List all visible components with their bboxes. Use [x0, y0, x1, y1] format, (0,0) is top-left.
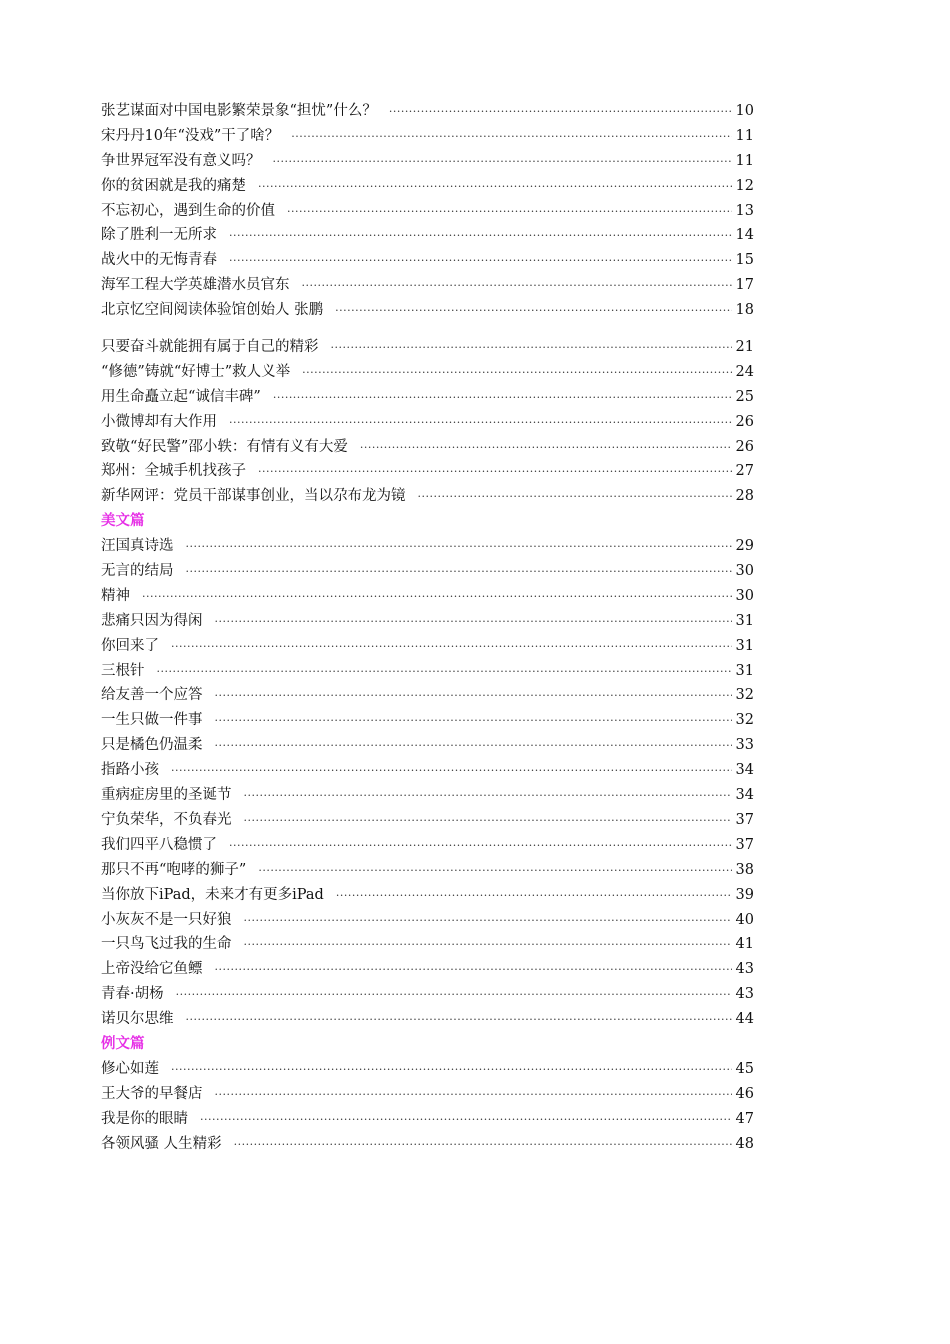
dot-leader — [171, 635, 732, 660]
toc-entry[interactable] — [101, 833, 754, 858]
toc-entry-page: 31 — [735, 612, 754, 629]
dot-leader — [215, 958, 732, 983]
dot-leader — [360, 436, 732, 461]
toc-entry-title: 你回来了 — [101, 637, 159, 654]
toc-entry-title: 汪国真诗选 — [101, 538, 174, 555]
toc-entry[interactable] — [101, 1132, 754, 1157]
toc-entry-page: 32 — [735, 712, 754, 729]
toc-entry-title: 一生只做一件事 — [101, 712, 203, 729]
dot-leader — [258, 175, 732, 200]
toc-entry-page: 31 — [735, 662, 754, 679]
dot-leader — [215, 734, 732, 759]
dot-leader — [215, 709, 732, 734]
dot-leader — [234, 1133, 732, 1158]
dot-leader — [200, 1108, 732, 1133]
toc-entry-title: 除了胜利一无所求 — [101, 227, 217, 244]
toc-entry[interactable] — [101, 1107, 754, 1132]
toc-entry-title: 争世界冠军没有意义吗？ — [101, 152, 261, 169]
toc-entry-title: 宋丹丹10年“没戏”干了啥？ — [101, 127, 280, 144]
toc-entry-page: 43 — [735, 986, 754, 1003]
toc-entry[interactable] — [101, 410, 754, 435]
toc-entry-page: 40 — [735, 911, 754, 928]
toc-entry[interactable] — [101, 385, 754, 410]
toc-entry-title: 青春·胡杨 — [101, 986, 164, 1003]
toc-entry-title: 新华网评：党员干部谋事创业，当以尕布龙为镜 — [101, 488, 406, 505]
toc-entry[interactable] — [101, 858, 754, 883]
toc-entry[interactable] — [101, 298, 754, 323]
dot-leader — [176, 983, 732, 1008]
toc-entry-page: 28 — [735, 488, 754, 505]
dot-leader — [291, 125, 731, 150]
dot-leader — [186, 535, 732, 560]
toc-entry-title: 王大爷的早餐店 — [101, 1085, 203, 1102]
toc-entry-page: 11 — [735, 152, 754, 169]
toc-entry-page: 37 — [735, 811, 754, 828]
toc-entry-page: 46 — [735, 1085, 754, 1102]
toc-entry-page: 38 — [735, 861, 754, 878]
toc-entry[interactable] — [101, 957, 754, 982]
dot-leader — [258, 460, 732, 485]
toc-entry-title: 宁负荣华，不负春光 — [101, 811, 232, 828]
toc-entry-page: 18 — [735, 302, 754, 319]
toc-entry[interactable] — [101, 708, 754, 733]
toc-entry-page: 31 — [735, 637, 754, 654]
toc-entry-page: 41 — [735, 936, 754, 953]
toc-entry-page: 30 — [735, 563, 754, 580]
table-of-contents — [101, 99, 754, 1156]
toc-entry-page: 25 — [735, 388, 754, 405]
toc-entry[interactable] — [101, 808, 754, 833]
dot-leader — [229, 411, 732, 436]
toc-entry[interactable] — [101, 484, 754, 509]
toc-entry-page: 47 — [735, 1110, 754, 1127]
toc-entry-page: 24 — [735, 363, 754, 380]
toc-entry-page: 34 — [735, 762, 754, 779]
toc-entry[interactable] — [101, 1057, 754, 1082]
toc-entry[interactable] — [101, 99, 754, 124]
toc-entry-title: 三根针 — [101, 662, 145, 679]
toc-entry-title: 小灰灰不是一只好狼 — [101, 911, 232, 928]
toc-entry-page: 29 — [735, 538, 754, 555]
toc-entry[interactable] — [101, 982, 754, 1007]
toc-entry-page: 13 — [735, 202, 754, 219]
dot-leader — [171, 1058, 732, 1083]
toc-entry-title: 只要奋斗就能拥有属于自己的精彩 — [101, 339, 319, 356]
dot-leader — [302, 274, 732, 299]
toc-entry-page: 48 — [735, 1135, 754, 1152]
toc-entry[interactable] — [101, 435, 754, 460]
toc-entry-title: 诺贝尔思维 — [101, 1011, 174, 1028]
toc-entry-page: 12 — [735, 177, 754, 194]
toc-entry-page: 37 — [735, 836, 754, 853]
toc-entry-title: 你的贫困就是我的痛楚 — [101, 177, 246, 194]
toc-entry-title: 张艺谋面对中国电影繁荣景象“担忧”什么？ — [101, 103, 377, 119]
toc-entry-page: 45 — [735, 1060, 754, 1077]
toc-entry-title: 精神 — [101, 587, 130, 604]
toc-entry[interactable] — [101, 248, 754, 273]
toc-group-4 — [101, 1057, 754, 1157]
toc-entry-title: 致敬“好民警”邵小轶：有情有义有大爱 — [101, 438, 348, 455]
toc-entry-title: 上帝没给它鱼鳔 — [101, 961, 203, 978]
toc-entry[interactable] — [101, 609, 754, 634]
toc-entry[interactable] — [101, 783, 754, 808]
toc-entry-page: 34 — [735, 787, 754, 804]
toc-entry-title: 小微博却有大作用 — [101, 413, 217, 430]
toc-entry-page: 33 — [735, 737, 754, 754]
toc-entry-page: 10 — [735, 103, 754, 119]
dot-leader — [229, 249, 732, 274]
toc-entry-page: 26 — [735, 413, 754, 430]
toc-entry[interactable] — [101, 124, 754, 149]
dot-leader — [273, 150, 732, 175]
toc-entry[interactable] — [101, 659, 754, 684]
toc-entry-page: 26 — [735, 438, 754, 455]
toc-entry[interactable] — [101, 459, 754, 484]
toc-entry[interactable] — [101, 199, 754, 224]
toc-entry-page: 11 — [735, 127, 754, 144]
toc-entry[interactable] — [101, 149, 754, 174]
toc-entry[interactable] — [101, 335, 754, 360]
toc-entry[interactable] — [101, 683, 754, 708]
toc-entry-title: “修德”铸就“好博士”救人义举 — [101, 363, 291, 380]
dot-leader — [302, 361, 731, 386]
dot-leader — [229, 834, 732, 859]
dot-leader — [215, 610, 732, 635]
section-heading-liwen: 例文篇 — [101, 1034, 145, 1052]
dot-leader — [244, 933, 732, 958]
dot-leader — [273, 386, 732, 411]
toc-entry[interactable] — [101, 733, 754, 758]
toc-entry-page: 44 — [735, 1011, 754, 1028]
dot-leader — [229, 224, 732, 249]
toc-entry-page: 39 — [735, 886, 754, 903]
dot-leader — [287, 200, 732, 225]
toc-entry[interactable] — [101, 883, 754, 908]
toc-entry-title: 只是橘色仍温柔 — [101, 737, 203, 754]
toc-entry-page: 43 — [735, 961, 754, 978]
toc-entry-title: 指路小孩 — [101, 762, 159, 779]
toc-entry[interactable] — [101, 634, 754, 659]
toc-entry-page: 21 — [735, 339, 754, 356]
toc-entry-title: 各领风骚 人生精彩 — [101, 1135, 222, 1152]
toc-group-2 — [101, 335, 754, 509]
toc-entry[interactable] — [101, 360, 754, 385]
dot-leader — [186, 1008, 732, 1033]
toc-entry-title: 重病症房里的圣诞节 — [101, 787, 232, 804]
dot-leader — [335, 299, 731, 324]
toc-entry[interactable] — [101, 174, 754, 199]
toc-entry-title: 无言的结局 — [101, 563, 174, 580]
dot-leader — [331, 336, 732, 361]
toc-entry-title: 给友善一个应答 — [101, 687, 203, 704]
dot-leader — [157, 660, 732, 685]
toc-entry[interactable] — [101, 932, 754, 957]
toc-entry-title: 当你放下iPad，未来才有更多iPad — [101, 886, 324, 903]
dot-leader — [244, 784, 732, 809]
toc-entry[interactable] — [101, 223, 754, 248]
toc-entry-title: 那只不再“咆哮的狮子” — [101, 861, 247, 878]
toc-entry-page: 30 — [735, 587, 754, 604]
dot-leader — [215, 1083, 732, 1108]
toc-entry[interactable] — [101, 584, 754, 609]
toc-entry-page: 27 — [735, 463, 754, 480]
toc-entry-title: 我是你的眼睛 — [101, 1110, 188, 1127]
toc-entry[interactable] — [101, 758, 754, 783]
dot-leader — [186, 560, 732, 585]
toc-group-3 — [101, 534, 754, 1032]
toc-group-1 — [101, 99, 754, 323]
dot-leader — [244, 909, 732, 934]
dot-leader — [336, 884, 732, 909]
toc-entry-title: 一只鸟飞过我的生命 — [101, 936, 232, 953]
toc-entry-title: 修心如莲 — [101, 1060, 159, 1077]
toc-entry-page: 32 — [735, 687, 754, 704]
toc-entry-title: 战火中的无悔青春 — [101, 252, 217, 269]
toc-entry[interactable] — [101, 273, 754, 298]
toc-entry-page: 14 — [735, 227, 754, 244]
toc-entry[interactable] — [101, 559, 754, 584]
dot-leader — [215, 684, 732, 709]
toc-entry-title: 用生命矗立起“诚信丰碑” — [101, 388, 261, 405]
toc-entry[interactable] — [101, 908, 754, 933]
toc-entry-title: 我们四平八稳惯了 — [101, 836, 217, 853]
dot-leader — [418, 485, 732, 510]
dot-leader — [389, 100, 732, 125]
toc-entry-title: 北京忆空间阅读体验馆创始人 张鹏 — [101, 302, 324, 319]
toc-entry-title: 不忘初心，遇到生命的价值 — [101, 202, 275, 219]
dot-leader — [244, 809, 732, 834]
toc-entry[interactable] — [101, 534, 754, 559]
toc-entry-title: 郑州：全城手机找孩子 — [101, 463, 246, 480]
dot-leader — [258, 859, 731, 884]
toc-entry-title: 海军工程大学英雄潜水员官东 — [101, 277, 290, 294]
section-heading-meiwen: 美文篇 — [101, 512, 145, 530]
dot-leader — [171, 759, 732, 784]
toc-entry-title: 悲痛只因为得闲 — [101, 612, 203, 629]
toc-entry-page: 17 — [735, 277, 754, 294]
toc-entry-page: 15 — [735, 252, 754, 269]
toc-entry[interactable] — [101, 1082, 754, 1107]
dot-leader — [142, 585, 732, 610]
toc-entry[interactable] — [101, 1007, 754, 1032]
